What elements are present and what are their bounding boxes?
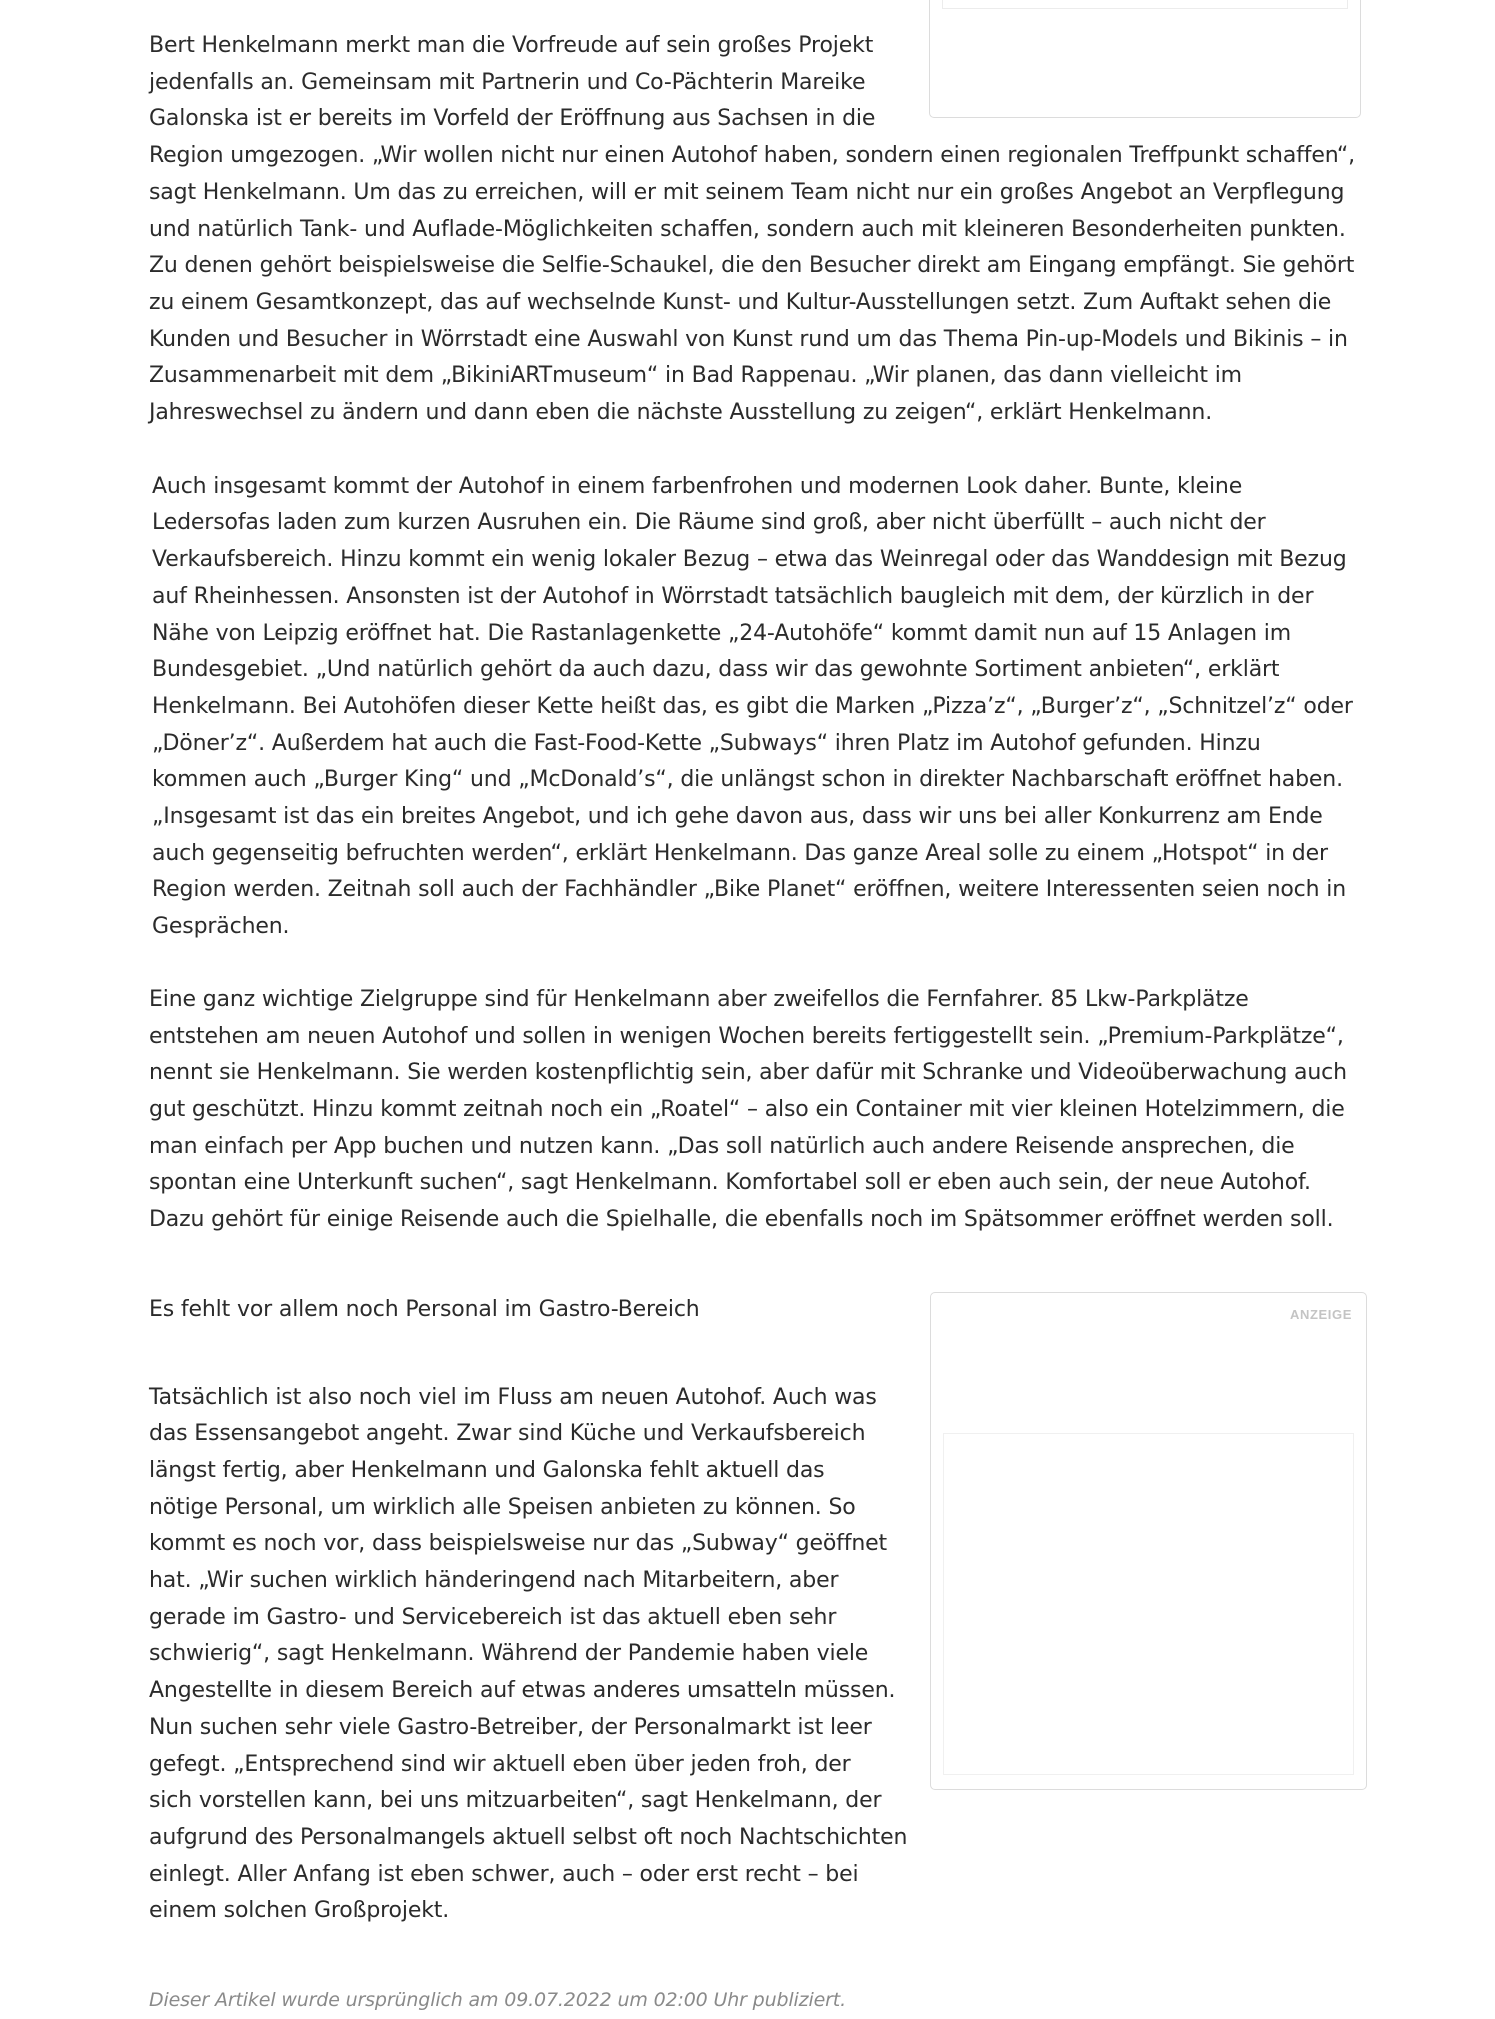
article-paragraph: Tatsächlich ist also noch viel im Fluss am neuen Autohof. Auch was das Essensangebot angeht. Zwar sind Küche und Verkaufsbereich längst fertig, aber Henkelmann und Galonska fehlt aktuell das nötige Personal, um wirklich alle Speisen anbieten zu können. So kommt es noch vor, dass beispielsweise nur das „Subway“ geöffnet hat. „Wir suchen wirklich händeringend nach Mitarbeitern, aber gerade im Gastro- und Servicebereich ist das aktuell eben sehr schwierig“, sagt Henkelmann. Während der Pandemie haben viele Angestellte in diesem Bereich auf etwas anderes umsatteln müssen. Nun suchen sehr viele Gastro-Betreiber, der Personalmarkt ist leer gefegt. „Entsprechend sind wir aktuell eben über jeden froh, der sich vorstellen kann, bei uns mitzuarbeiten“, sagt Henkelmann, der aufgrund des Personalmangels aktuell selbst oft noch Nachtschichten einlegt. Aller Anfang ist eben schwer, auch – oder erst recht – bei einem solchen Großprojekt. <box>149 1384 908 1924</box>
ad-label: ANZEIGE <box>1290 1306 1352 1322</box>
advertisement-top[interactable] <box>929 0 1361 118</box>
publication-note: Dieser Artikel wurde ursprünglich am 09.07.2022 um 02:00 Uhr publiziert. <box>149 1989 846 2012</box>
article-paragraph: Auch insgesamt kommt der Autohof in einem farbenfrohen und modernen Look daher. Bunte, kleine Ledersofas laden zum kurzen Ausruhen ein. Die Räume sind groß, aber nicht überfüllt – auch nicht der Verkaufsbereich. Hinzu kommt ein wenig lokaler Bezug – etwa das Weinregal oder das Wanddesign mit Bezug auf Rheinhessen. Ansonsten ist der Autohof in Wörrstadt tatsächlich baugleich mit dem, der kürzlich in der Nähe von Leipzig eröffnet hat. Die Rastanlagenkette „24-Autohöfe“ kommt damit nun auf 15 Anlagen im Bundesgebiet. „Und natürlich gehört da auch dazu, dass wir das gewohnte Sortiment anbieten“, erklärt Henkelmann. Bei Autohöfen dieser Kette heißt das, es gibt die Marken „Pizza’z“, „Burger’z“, „Schnitzel’z“ oder „Döner’z“. Außerdem hat auch die Fast-Food-Kette „Subways“ ihren Platz im Autohof gefunden. Hinzu kommen auch „Burger King“ und „McDonald’s“, die unlängst schon in direkter Nachbarschaft eröffnet haben. „Insgesamt ist das ein breites Angebot, und ich gehe davon aus, dass wir uns bei aller Konkurrenz am Ende auch gegenseitig befruchten werden“, erklärt Henkelmann. Das ganze Areal solle zu einem „Hotspot“ in der Region werden. Zeitnah soll auch der Fachhändler „Bike Planet“ eröffnen, weitere Interessenten seien noch in Gesprächen. <box>152 473 1353 940</box>
article-body <box>149 28 1359 2019</box>
article-paragraph: Eine ganz wichtige Zielgruppe sind für Henkelmann aber zweifellos die Fernfahrer. 85 Lkw-Parkplätze entstehen am neuen Autohof und sollen in wenigen Wochen bereits fertiggestellt sein. „Premium-Parkplätze“, nennt sie Henkelmann. Sie werden kostenpflichtig sein, aber dafür mit Schranke und Videoüberwachung auch gut geschützt. Hinzu kommt zeitnah noch ein „Roatel“ – also ein Container mit vier kleinen Hotelzimmern, die man einfach per App buchen und nutzen kann. „Das soll natürlich auch andere Reisende ansprechen, die spontan eine Unterkunft suchen“, sagt Henkelmann. Komfortabel soll er eben auch sein, der neue Autohof. Dazu gehört für einige Reisende auch die Spielhalle, die ebenfalls noch im Spätsommer eröffnet werden soll. <box>149 986 1347 1233</box>
article-paragraph: Bert Henkelmann merkt man die Vorfreude auf sein großes Projekt jedenfalls an. Gemeinsam mit Partnerin und Co-Pächterin Mareike Galonska ist er bereits im Vorfeld der Eröffnung aus Sachsen in die Region umgezogen. „Wir wollen nicht nur einen Autohof haben, sondern einen regionalen Treffpunkt schaffen“, sagt Henkelmann. Um das zu erreichen, will er mit seinem Team nicht nur ein großes Angebot an Verpflegung und natürlich Tank- und Auflade-Möglichkeiten schaffen, sondern auch mit kleineren Besonderheiten punkten. Zu denen gehört beispielsweise die Selfie-Schaukel, die den Besucher direkt am Eingang empfängt. Sie gehört zu einem Gesamtkonzept, das auf wechselnde Kunst- und Kultur-Ausstellungen setzt. Zum Auftakt sehen die Kunden und Besucher in Wörrstadt eine Auswahl von Kunst rund um das Thema Pin-up-Models und Bikinis – in Zusammenarbeit mit dem „BikiniARTmuseum“ in Bad Rappenau. „Wir planen, das dann vielleicht im Jahreswechsel zu ändern und dann eben die nächste Ausstellung zu zeigen“, erklärt Henkelmann. <box>149 33 1356 426</box>
advertisement-box[interactable] <box>930 1292 1367 1790</box>
section-subheading: Es fehlt vor allem noch Personal im Gastro-Bereich <box>149 1296 700 1322</box>
ad-slot-top <box>942 0 1348 9</box>
ad-slot <box>943 1433 1354 1775</box>
